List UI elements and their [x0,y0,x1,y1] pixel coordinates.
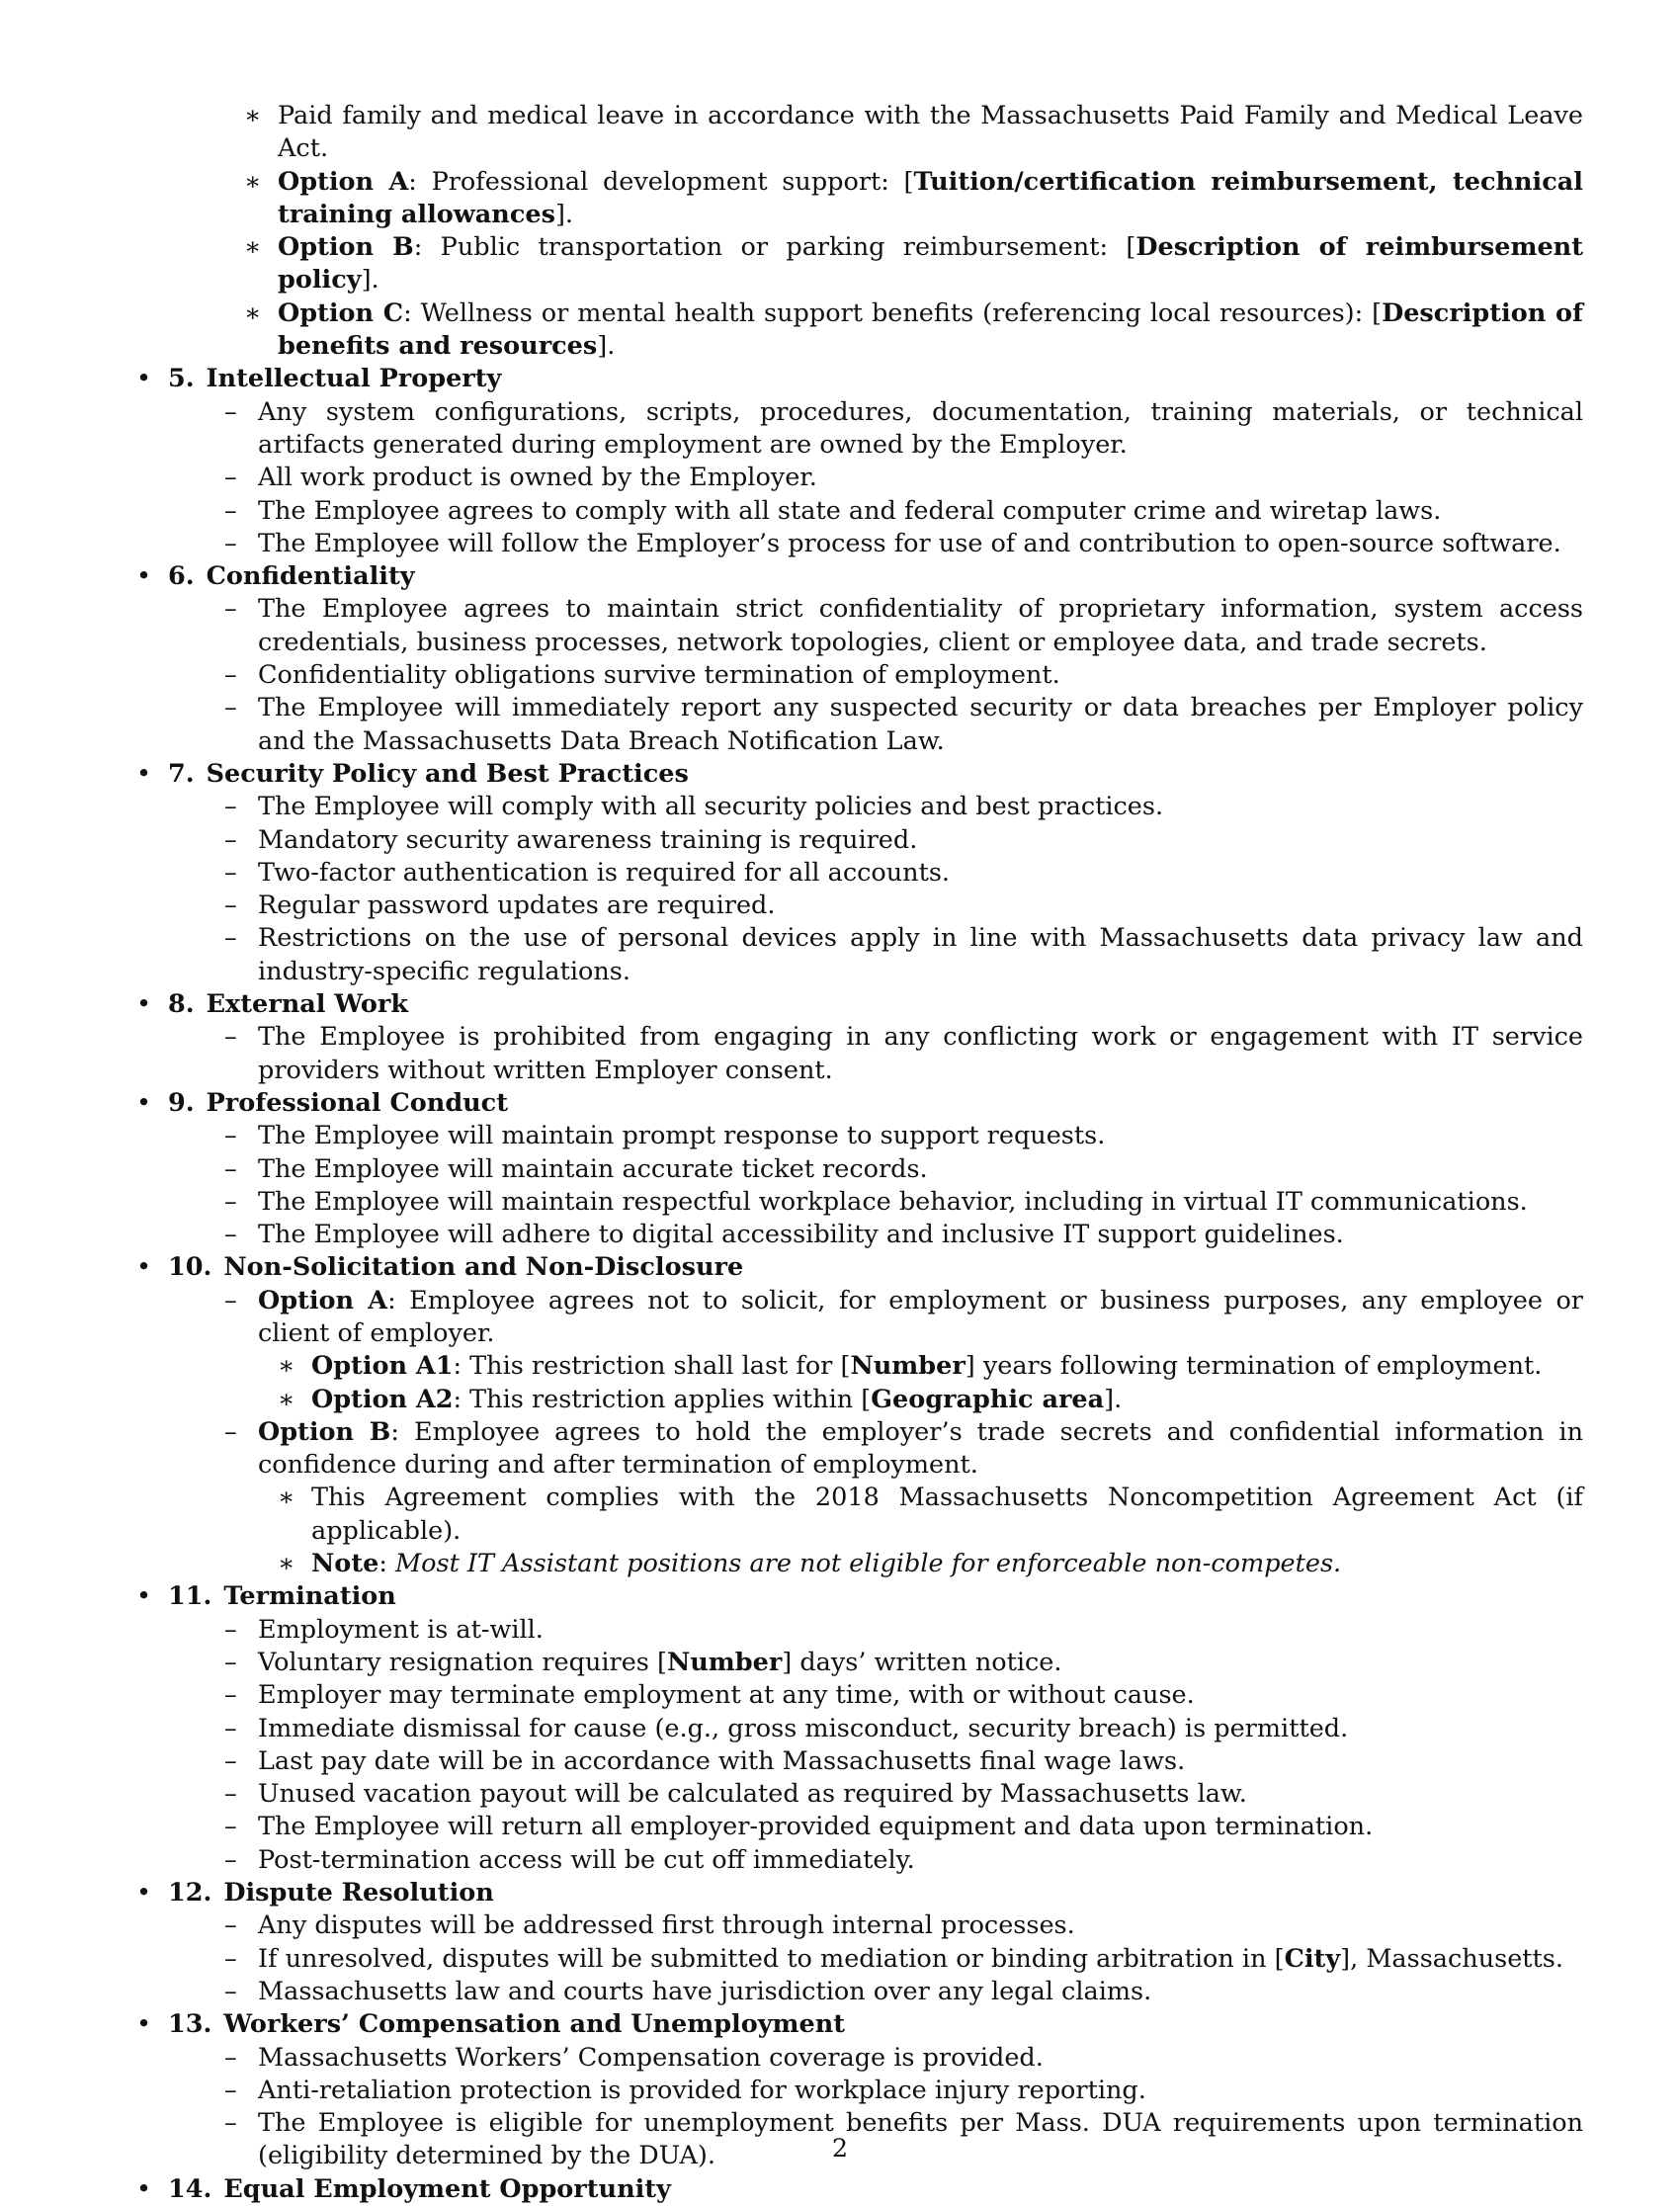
list-item [244,231,1583,297]
dash-bullet: – [224,1976,237,2006]
list-item [224,890,1583,922]
text-run: : This restriction shall last for [ [453,1351,851,1382]
section-items [168,1120,1583,1251]
page-number: 2 [831,2134,849,2164]
text-run: Restrictions on the use of personal devices apply in line with Massachusetts data privacy law and industry-specific regulations. [258,923,1583,986]
list-item [224,1811,1583,1843]
text-run: Anti-retaliation protection is provided for workplace injury reporting. [258,2075,1146,2105]
list-item [224,1120,1583,1152]
text-run: Last pay date will be in accordance with Massachusetts final wage laws. [258,1745,1186,1776]
text-run: The Employee agrees to comply with all state and federal computer crime and wiretap laws. [258,495,1442,526]
list-item [224,1713,1583,1745]
list-item [224,462,1583,494]
italic-text: Most IT Assistant positions are not eligible for enforceable non-competes. [395,1549,1342,1579]
sub-item [278,1350,1583,1383]
text-run: Unused vacation payout will be calculated as required by Massachusetts law. [258,1779,1247,1810]
asterisk-bullet: ∗ [244,232,262,263]
list-item [224,922,1583,988]
bullet: • [136,1581,152,1612]
text-run: Employer may terminate employment at any time, with or without cause. [258,1680,1195,1711]
text-run: Paid family and medical leave in accordance with the Massachusetts Paid Family and Medical Leave Act. [278,101,1583,164]
list-item [224,1285,1583,1416]
text-run: The Employee agrees to maintain strict confidentiality of proprietary information, system access credentials, business processes, network topologies, client or employee data, and trade secrets. [258,594,1583,657]
list-item [244,100,1583,166]
dash-bullet: – [224,396,237,427]
list-item [224,1778,1583,1811]
bold-text: Option A [278,166,409,197]
section-title: Equal Employment Opportunity [223,2173,671,2204]
section-title: Dispute Resolution [223,1878,494,1909]
sub-item [278,1384,1583,1416]
sub-item [278,1482,1583,1548]
bullet: • [136,758,152,789]
list-item [224,1416,1583,1580]
section-title: Confidentiality [206,561,415,592]
bullet: • [136,364,152,394]
section-number: 7. [168,758,195,789]
bold-text: Option B [258,1416,391,1447]
text-run: This Agreement complies with the 2018 Massachusetts Noncompetition Agreement Act (if applicable). [311,1483,1583,1546]
bold-text: Option C [278,297,404,328]
section-number: 14. [168,2173,212,2204]
text-run: Any system configurations, scripts, procedures, documentation, training materials, or technical artifacts generated during employment are owned by the Employer. [258,396,1583,460]
list-item [224,1745,1583,1778]
dash-bullet: – [224,463,237,493]
bold-text: City [1284,1943,1341,1974]
dash-bullet: – [224,1745,237,1776]
bold-text: Option A [258,1285,388,1315]
bold-text: Description of benefits and resources [278,297,1583,362]
text-run: ]. [361,265,379,296]
section-number: 12. [168,1878,212,1909]
dash-bullet: – [224,1121,237,1151]
section-item [130,1877,1583,2008]
section-heading [168,1877,1583,1909]
section-title: Professional Conduct [206,1087,508,1118]
dash-bullet: – [224,1153,237,1184]
dash-bullet: – [224,1680,237,1711]
section-title: Security Policy and Best Practices [206,758,689,789]
list-item [224,659,1583,692]
text-run: The Employee is eligible for unemployment benefits per Mass. DUA requirements upon termination (eligibility determined by the DUA). [258,2108,1583,2171]
dash-bullet: – [224,693,237,723]
text-run: : Professional development support: [ [408,166,914,197]
text-run: Any disputes will be addressed first through internal processes. [258,1910,1075,1941]
text-run: The Employee will return all employer-provided equipment and data upon termination. [258,1812,1374,1842]
dash-bullet: – [224,1779,237,1810]
text-run: Confidentiality obligations survive termination of employment. [258,660,1060,691]
dash-bullet: – [224,1647,237,1677]
section-items [168,593,1583,757]
text-run: The Employee will maintain prompt response to support requests. [258,1121,1106,1151]
list-item [224,1844,1583,1877]
bullet: • [136,561,152,592]
text-run: Employment is at-will. [258,1614,544,1645]
dash-bullet: – [224,891,237,921]
section-items [168,396,1583,560]
bold-text: Option A2 [311,1384,454,1414]
dash-bullet: – [224,792,237,822]
bullet: • [136,2173,152,2204]
dash-bullet: – [224,1713,237,1743]
sub-item [278,1548,1583,1580]
list-item [224,1943,1583,1976]
section-number: 13. [168,2009,212,2040]
section-title: Non-Solicitation and Non-Disclosure [223,1252,744,1283]
sub-items [258,1482,1583,1580]
text-run: The Employee will immediately report any suspected security or data breaches per Employer policy and the Massachusetts Data Breach Notification Law. [258,693,1583,756]
section-title: External Work [206,989,408,1020]
dash-bullet: – [224,1943,237,1974]
text-run: : Public transportation or parking reimbursement: [ [413,232,1136,263]
dash-bullet: – [224,1812,237,1842]
text-run: : [378,1549,396,1579]
list-item [224,1976,1583,2008]
section-item [130,363,1583,560]
section-heading [168,988,1583,1021]
text-run: The Employee will comply with all security policies and best practices. [258,792,1164,822]
list-item [224,1614,1583,1647]
section-number: 9. [168,1087,195,1118]
dash-bullet: – [224,923,237,954]
text-run: Massachusetts Workers’ Compensation coverage is provided. [258,2042,1044,2073]
dash-bullet: – [224,824,237,855]
dash-bullet: – [224,660,237,691]
bullet: • [136,1252,152,1283]
text-run: : Wellness or mental health support benefits (referencing local resources): [ [403,297,1383,328]
asterisk-bullet: ∗ [278,1549,295,1579]
list-item [224,824,1583,857]
list-item [224,1219,1583,1251]
section-item [130,2173,1583,2206]
section-number: 10. [168,1252,212,1283]
sections-list [130,363,1583,2206]
text-run: ]. [554,199,573,229]
text-run: Post-termination access will be cut off immediately. [258,1844,915,1875]
section-item [130,1251,1583,1580]
text-run: The Employee will follow the Employer’s process for use of and contribution to open-source software. [258,528,1561,558]
dash-bullet: – [224,1416,237,1447]
bold-text: Note [311,1549,379,1579]
document-body [130,100,1583,2206]
section-item [130,1580,1583,1877]
text-run: : Employee agrees to hold the employer’s trade secrets and confidential information in confidence during and after termination of employment. [258,1416,1583,1481]
list-item [224,1909,1583,1942]
text-run: : Employee agrees not to solicit, for employment or business purposes, any employee or client of employer. [258,1285,1583,1348]
text-run: The Employee is prohibited from engaging in any conflicting work or engagement with IT service providers without written Employer consent. [258,1022,1583,1085]
text-run: Voluntary resignation requires [ [258,1647,667,1677]
bold-text: Tuition/certification reimbursement, technical training allowances [278,166,1583,229]
text-run: ]. [597,331,616,362]
section-number: 8. [168,989,195,1020]
section-item [130,560,1583,758]
list-item [224,1021,1583,1087]
bold-text: Number [666,1647,783,1677]
bullet: • [136,1878,152,1909]
section-heading [168,758,1583,791]
section-items [168,1285,1583,1581]
section-heading [168,363,1583,395]
section-heading [168,2008,1583,2041]
asterisk-bullet: ∗ [244,297,262,328]
text-run: : This restriction applies within [ [453,1384,872,1414]
text-run: ] years following termination of employment. [965,1351,1543,1382]
dash-bullet: – [224,1186,237,1217]
bold-text: Number [850,1351,966,1382]
dash-bullet: – [224,528,237,558]
list-item [224,495,1583,528]
section-number: 5. [168,364,195,394]
text-run: All work product is owned by the Employer. [258,463,817,493]
section-item [130,758,1583,988]
bold-text: Description of reimbursement policy [278,232,1583,296]
text-run: Two-factor authentication is required for all accounts. [258,857,951,888]
section-number: 11. [168,1581,212,1612]
dash-bullet: – [224,2042,237,2073]
list-item [244,297,1583,364]
list-item [224,528,1583,560]
asterisk-bullet: ∗ [244,101,262,130]
text-run: ]. [1104,1384,1123,1414]
list-item [224,396,1583,463]
list-item [224,692,1583,758]
section-items [168,1021,1583,1087]
section-heading [168,2173,1583,2206]
text-run: The Employee will maintain respectful workplace behavior, including in virtual IT communications. [258,1186,1528,1217]
dash-bullet: – [224,1220,237,1250]
section-title: Intellectual Property [206,364,502,394]
text-run: The Employee will adhere to digital accessibility and inclusive IT support guidelines. [258,1220,1344,1250]
list-item [224,1186,1583,1219]
list-item [224,1153,1583,1186]
asterisk-bullet: ∗ [278,1384,295,1414]
dash-bullet: – [224,1285,237,1315]
text-run: ] days’ written notice. [782,1647,1062,1677]
section-items [168,1614,1583,1877]
section-item [130,1087,1583,1251]
list-item [224,2042,1583,2075]
sub-items [258,1350,1583,1416]
dash-bullet: – [224,1614,237,1645]
asterisk-bullet: ∗ [278,1483,295,1513]
dash-bullet: – [224,857,237,888]
section-title: Termination [223,1581,396,1612]
text-run: Immediate dismissal for cause (e.g., gross misconduct, security breach) is permitted. [258,1713,1349,1743]
list-item [244,166,1583,232]
benefits-continued-list [130,100,1583,363]
bold-text: Option A1 [311,1351,454,1382]
text-run: If unresolved, disputes will be submitted to mediation or binding arbitration in [ [258,1943,1285,1974]
section-number: 6. [168,561,195,592]
section-heading [168,560,1583,593]
dash-bullet: – [224,2075,237,2105]
asterisk-bullet: ∗ [244,166,262,197]
asterisk-bullet: ∗ [278,1351,295,1382]
list-item [224,791,1583,823]
list-item [224,2075,1583,2107]
dash-bullet: – [224,2108,237,2139]
section-item [130,988,1583,1087]
list-item [224,1679,1583,1712]
text-run: The Employee will maintain accurate ticket records. [258,1153,928,1184]
list-item [224,593,1583,659]
text-run: Mandatory security awareness training is required. [258,824,918,855]
bold-text: Option B [278,232,414,263]
dash-bullet: – [224,594,237,625]
section-items [168,1909,1583,2008]
bullet: • [136,2009,152,2040]
section-title: Workers’ Compensation and Unemployment [223,2009,846,2040]
section-heading [168,1087,1583,1120]
text-run: Massachusetts law and courts have jurisdiction over any legal claims. [258,1976,1152,2006]
dash-bullet: – [224,1844,237,1875]
dash-bullet: – [224,495,237,526]
dash-bullet: – [224,1022,237,1053]
list-item [224,1647,1583,1679]
dash-bullet: – [224,1910,237,1941]
section-items [168,791,1583,988]
bullet: • [136,1087,152,1118]
bullet: • [136,989,152,1020]
list-item [224,857,1583,890]
section-heading [168,1580,1583,1613]
text-run: ], Massachusetts. [1340,1943,1563,1974]
section-heading [168,1251,1583,1284]
bold-text: Geographic area [871,1384,1105,1414]
text-run: Regular password updates are required. [258,891,776,921]
